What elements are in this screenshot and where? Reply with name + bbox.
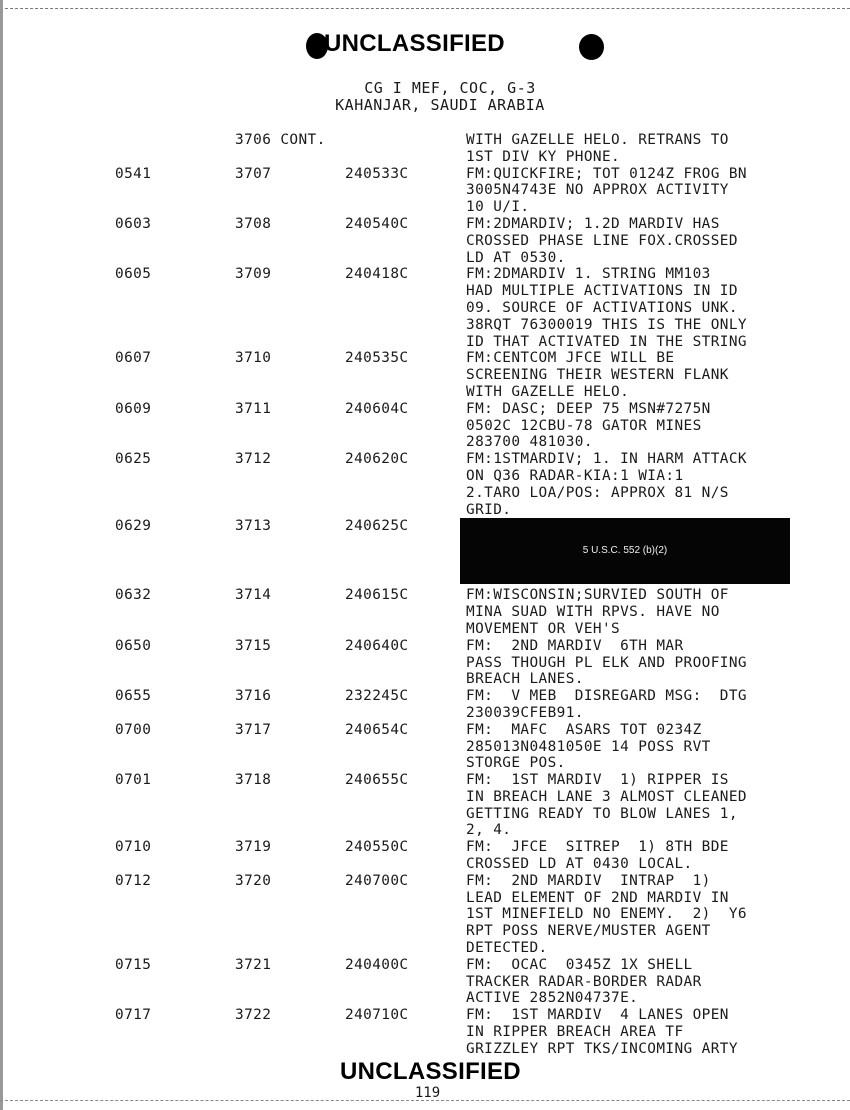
entry-dtg: 240535C <box>345 350 409 367</box>
header-line-1: CG I MEF, COC, G-3 <box>364 79 536 97</box>
log-entry <box>0 451 850 518</box>
entry-text-line: 2, 4. <box>466 822 512 839</box>
entry-number: 3719 <box>235 839 272 856</box>
log-entry <box>0 266 850 350</box>
entry-text-line: 1ST MINEFIELD NO ENEMY. 2) Y6 <box>466 906 747 923</box>
entry-text-line: SCREENING THEIR WESTERN FLANK <box>466 367 729 384</box>
entry-text-line: 230039CFEB91. <box>466 704 584 721</box>
entry-text-line: FM:1STMARDIV; 1. IN HARM ATTACK <box>466 451 747 468</box>
entry-text-line: ON Q36 RADAR-KIA:1 WIA:1 <box>466 467 684 484</box>
entry-text-line: FM: MAFC ASARS TOT 0234Z <box>466 721 702 738</box>
entry-time: 0625 <box>115 451 152 468</box>
log-entry <box>0 401 850 451</box>
entry-time: 0717 <box>115 1007 152 1024</box>
log-entry <box>0 1007 850 1057</box>
entry-text-line: FM: OCAC 0345Z 1X SHELL <box>466 956 693 973</box>
redaction-block: 5 U.S.C. 552 (b)(2) <box>460 518 790 584</box>
entry-dtg: 240615C <box>345 587 409 604</box>
entry-text-line: 285013N0481050E 14 POSS RVT <box>466 738 711 755</box>
log-entry <box>0 350 850 400</box>
entry-time: 0650 <box>115 637 152 654</box>
entry-text-line: ACTIVE 2852N04737E. <box>466 990 639 1007</box>
entry-text-line: FM: 1ST MARDIV 4 LANES OPEN <box>466 1007 729 1024</box>
entry-text-line: FM: DASC; DEEP 75 MSN#7275N <box>466 400 711 417</box>
entry-text-line: ID THAT ACTIVATED IN THE STRING <box>466 333 747 350</box>
entry-dtg: 240710C <box>345 1007 409 1024</box>
entry-text-line: 1ST DIV KY PHONE. <box>466 148 621 165</box>
log-entry <box>0 722 850 772</box>
entry-text-line: WITH GAZELLE HELO. RETRANS TO <box>466 132 729 148</box>
entry-time: 0629 <box>115 518 152 535</box>
log-entry <box>0 518 850 584</box>
entry-text-line: 09. SOURCE OF ACTIVATIONS UNK. <box>466 299 738 316</box>
entry-time: 0607 <box>115 350 152 367</box>
entry-time: 0710 <box>115 839 152 856</box>
entry-text-line: BREACH LANES. <box>466 671 584 688</box>
entry-text-line: FM:2DMARDIV 1. STRING MM103 <box>466 266 711 283</box>
entry-text <box>466 401 836 451</box>
entry-dtg: 232245C <box>345 688 409 705</box>
entry-text-line: 0502C 12CBU-78 GATOR MINES <box>466 417 702 434</box>
entry-number: 3711 <box>235 400 272 417</box>
continuation-text <box>466 132 836 166</box>
entry-number: 3722 <box>235 1007 272 1024</box>
entry-text-line: 3005N4743E NO APPROX ACTIVITY <box>466 182 729 199</box>
entry-text-line: IN RIPPER BREACH AREA TF <box>466 1024 684 1041</box>
entry-text-line: FM: 2ND MARDIV INTRAP 1) <box>466 872 711 889</box>
entry-number: 3717 <box>235 721 272 738</box>
entry-text <box>466 587 836 637</box>
header-line-2: KAHANJAR, SAUDI ARABIA <box>335 96 545 114</box>
entry-number: 3707 <box>235 165 272 182</box>
log-entry <box>0 873 850 957</box>
entry-text-line: LEAD ELEMENT OF 2ND MARDIV IN <box>466 889 729 906</box>
entry-text-line: GRIZZLEY RPT TKS/INCOMING ARTY <box>466 1040 738 1057</box>
entry-text-line: DETECTED. <box>466 940 548 957</box>
entry-text <box>466 638 836 688</box>
entry-time: 0605 <box>115 266 152 283</box>
entry-number: 3708 <box>235 215 272 232</box>
entry-dtg: 240550C <box>345 839 409 856</box>
entry-text <box>466 350 836 400</box>
entry-dtg: 240625C <box>345 518 409 535</box>
entry-number: 3721 <box>235 956 272 973</box>
entry-dtg: 240700C <box>345 872 409 889</box>
entry-time: 0700 <box>115 721 152 738</box>
log-entry <box>0 638 850 688</box>
log-entry <box>0 772 850 839</box>
entry-text-line: MINA SUAD WITH RPVS. HAVE NO <box>466 604 720 621</box>
entry-text-line: FM:WISCONSIN;SURVIED SOUTH OF <box>466 587 729 604</box>
entry-number: 3712 <box>235 451 272 468</box>
entry-text <box>466 1007 836 1057</box>
entry-text-line: FM:CENTCOM JFCE WILL BE <box>466 350 675 367</box>
entry-text <box>466 772 836 839</box>
entry-text <box>466 166 836 216</box>
entry-text-line: FM: V MEB DISREGARD MSG: DTG <box>466 688 747 705</box>
classification-bottom: UNCLASSIFIED <box>340 1058 521 1085</box>
scan-bottom-edge <box>0 1100 850 1102</box>
entry-text-line: GRID. <box>466 501 512 518</box>
entry-time: 0701 <box>115 772 152 789</box>
log-entry <box>0 688 850 722</box>
log-entry <box>0 587 850 637</box>
entry-number: 3715 <box>235 637 272 654</box>
entry-text <box>466 873 836 957</box>
entry-dtg: 240640C <box>345 637 409 654</box>
entry-time: 0609 <box>115 400 152 417</box>
entry-time: 0541 <box>115 165 152 182</box>
entry-text-line: RPT POSS NERVE/MUSTER AGENT <box>466 923 711 940</box>
entry-text-line: LD AT 0530. <box>466 249 566 266</box>
entry-text-line: PASS THOUGH PL ELK AND PROOFING <box>466 654 747 671</box>
entry-text <box>466 266 836 350</box>
entry-text-line: 10 U/I. <box>466 199 530 216</box>
classification-dot-right <box>579 34 604 60</box>
entry-dtg: 240533C <box>345 165 409 182</box>
entry-text-line: FM: 2ND MARDIV 6TH MAR <box>466 637 684 654</box>
entry-number: 3714 <box>235 587 272 604</box>
page-number: 119 <box>414 1085 441 1101</box>
entry-time: 0603 <box>115 215 152 232</box>
entry-dtg: 240400C <box>345 956 409 973</box>
classification-top: UNCLASSIFIED <box>324 30 505 57</box>
entry-number: 3718 <box>235 772 272 789</box>
entry-dtg: 240655C <box>345 772 409 789</box>
entry-time: 0715 <box>115 956 152 973</box>
log-entry <box>0 839 850 873</box>
entry-dtg: 240654C <box>345 721 409 738</box>
log-entry <box>0 166 850 216</box>
entry-text-line: CROSSED LD AT 0430 LOCAL. <box>466 856 693 873</box>
entry-text-line: FM: 1ST MARDIV 1) RIPPER IS <box>466 772 729 789</box>
entry-number: 3709 <box>235 266 272 283</box>
entry-dtg: 240418C <box>345 266 409 283</box>
entry-text <box>466 839 836 873</box>
entry-dtg: 240620C <box>345 451 409 468</box>
entry-text-line: STORGE POS. <box>466 755 566 772</box>
entry-text-line: CROSSED PHASE LINE FOX.CROSSED <box>466 232 738 249</box>
log-entries <box>0 132 850 1058</box>
entry-text-line: HAD MULTIPLE ACTIVATIONS IN ID <box>466 283 738 300</box>
entry-text-line: MOVEMENT OR VEH'S <box>466 620 621 637</box>
entry-text-line: 2.TARO LOA/POS: APPROX 81 N/S <box>466 484 729 501</box>
entry-text-line: 283700 481030. <box>466 434 593 451</box>
log-entry <box>0 216 850 266</box>
entry-time: 0712 <box>115 872 152 889</box>
entry-number: 3710 <box>235 350 272 367</box>
entry-number: 3713 <box>235 518 272 535</box>
entry-text <box>466 688 836 722</box>
log-entry <box>0 957 850 1007</box>
entry-text <box>466 451 836 518</box>
continuation-label: 3706 CONT. <box>235 132 326 148</box>
entry-text-line: FM:QUICKFIRE; TOT 0124Z FROG BN <box>466 165 747 182</box>
continuation-entry <box>0 132 850 166</box>
entry-time: 0655 <box>115 688 152 705</box>
entry-text <box>466 216 836 266</box>
entry-text-line: TRACKER RADAR-BORDER RADAR <box>466 973 702 990</box>
entry-text-line: FM: JFCE SITREP 1) 8TH BDE <box>466 839 729 856</box>
entry-text-line: GETTING READY TO BLOW LANES 1, <box>466 805 738 822</box>
scan-top-edge <box>0 0 850 9</box>
entry-text-line: IN BREACH LANE 3 ALMOST CLEANED <box>466 788 747 805</box>
entry-text <box>466 722 836 772</box>
entry-dtg: 240604C <box>345 400 409 417</box>
entry-dtg: 240540C <box>345 215 409 232</box>
entry-time: 0632 <box>115 587 152 604</box>
entry-text <box>466 957 836 1007</box>
entry-number: 3720 <box>235 872 272 889</box>
entry-text-line: WITH GAZELLE HELO. <box>466 383 630 400</box>
entry-text-line: 38RQT 76300019 THIS IS THE ONLY <box>466 316 747 333</box>
entry-text-line: FM:2DMARDIV; 1.2D MARDIV HAS <box>466 215 720 232</box>
entry-number: 3716 <box>235 688 272 705</box>
